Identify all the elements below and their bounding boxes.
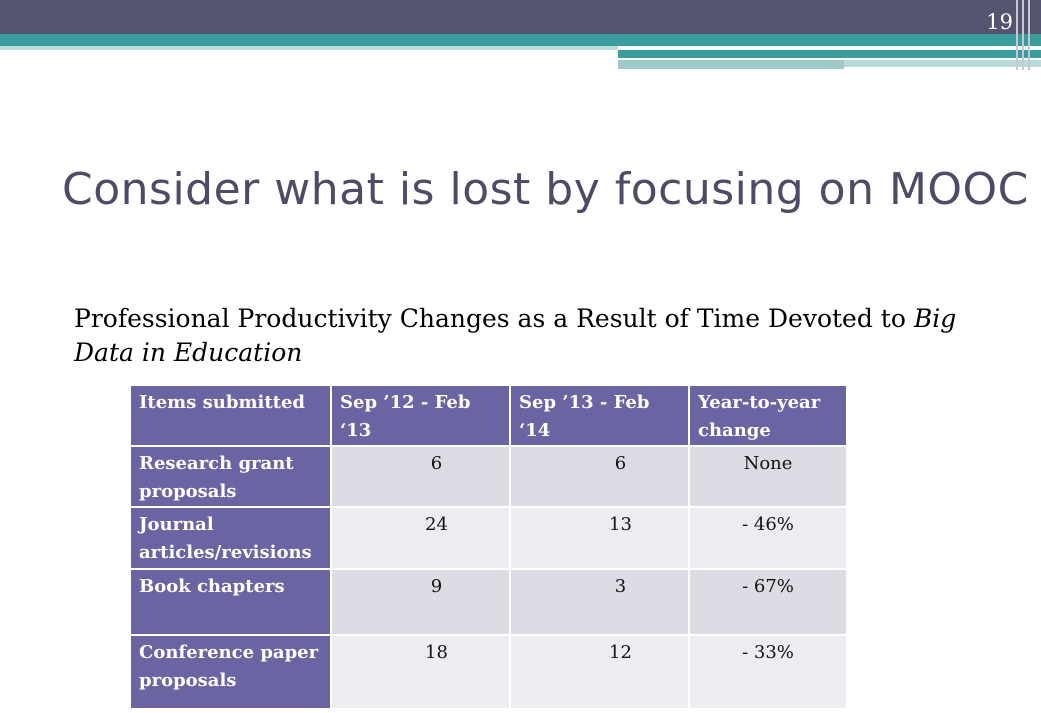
row-label: Conference paper proposals xyxy=(130,635,331,709)
caption-italic-text: Big Data in Education xyxy=(74,304,957,367)
decorative-vertical-line xyxy=(1022,0,1024,70)
table-row xyxy=(130,446,847,507)
slide-title: Consider what is lost by focusing on MOOC xyxy=(62,164,1029,215)
header-year-change: Year-to-year change xyxy=(689,385,847,446)
cell-period-1: 6 xyxy=(331,446,510,507)
table-row xyxy=(130,569,847,635)
cell-period-2: 3 xyxy=(510,569,689,635)
header-items-submitted: Items submitted xyxy=(130,385,331,446)
row-label: Research grant proposals xyxy=(130,446,331,507)
table-row xyxy=(130,635,847,709)
cell-change: - 33% xyxy=(689,635,847,709)
header-period-1: Sep ’12 - Feb ‘13 xyxy=(331,385,510,446)
cell-period-1: 9 xyxy=(331,569,510,635)
cell-period-1: 18 xyxy=(331,635,510,709)
right-light-bar xyxy=(618,60,844,69)
cell-period-2: 12 xyxy=(510,635,689,709)
cell-period-1: 24 xyxy=(331,507,510,569)
table-caption xyxy=(74,302,984,370)
top-banner xyxy=(0,0,1041,34)
cell-period-2: 6 xyxy=(510,446,689,507)
header-period-2: Sep ’13 - Feb ‘14 xyxy=(510,385,689,446)
cell-change: None xyxy=(689,446,847,507)
cell-period-2: 13 xyxy=(510,507,689,569)
top-accent-bar xyxy=(0,34,1041,46)
slide-number: 19 xyxy=(986,10,1013,34)
row-label: Journal articles/revisions xyxy=(130,507,331,569)
table-header-row xyxy=(130,385,847,446)
cell-change: - 67% xyxy=(689,569,847,635)
row-label: Book chapters xyxy=(130,569,331,635)
decorative-vertical-line xyxy=(1016,0,1018,70)
decorative-vertical-line xyxy=(1028,0,1030,70)
caption-text: Professional Productivity Changes as a Result of Time Devoted to xyxy=(74,304,914,333)
productivity-table xyxy=(129,384,848,710)
top-light-bar xyxy=(0,46,618,50)
table-row xyxy=(130,507,847,569)
cell-change: - 46% xyxy=(689,507,847,569)
right-accent-bar xyxy=(618,50,1041,58)
right-pale-bar xyxy=(844,60,1041,67)
